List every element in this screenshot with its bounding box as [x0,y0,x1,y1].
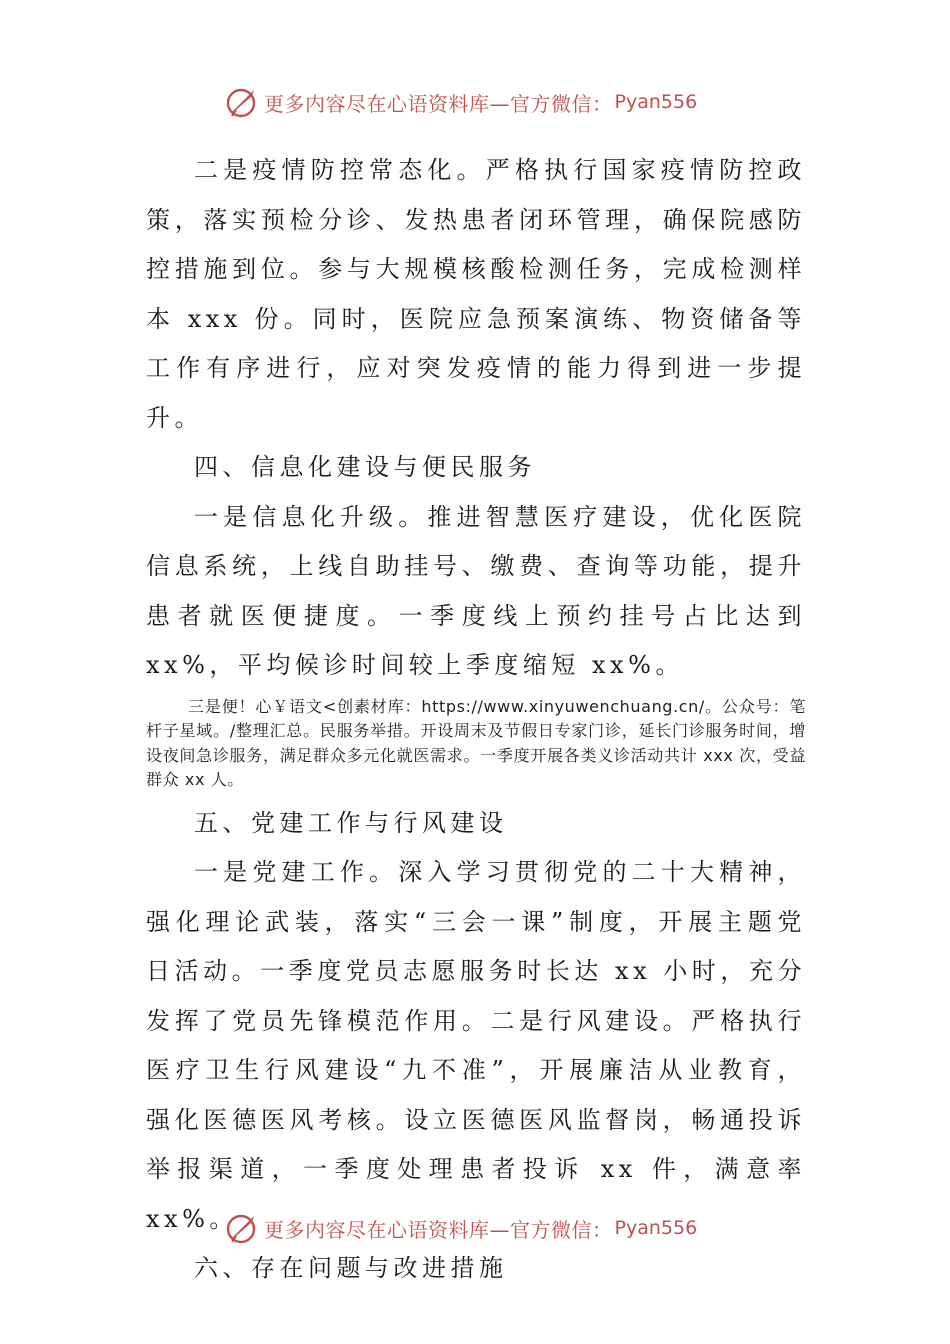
header-banner [224,82,744,122]
section-heading-6: 六、存在问题与改进措施 [194,1254,508,1283]
section-heading-4: 四、信息化建设与便民服务 [194,453,536,481]
section-heading-5: 五、党建工作与行风建设 [194,808,508,837]
paragraph-informatization: 一是信息化升级。推进智慧医疗建设，优化医院信息系统，上线自助挂号、缴费、查询等功能，提升患者就医便捷度。一季度线上预约挂号占比达到 xx%，平均候诊时间较上季度缩短 xx%。 [146,502,806,679]
paragraph-epidemic-control: 二是疫情防控常态化。严格执行国家疫情防控政策，落实预检分诊、发热患者闭环管理，确保院感防控措施到位。参与大规模核酸检测任务，完成检测样本 xxx 份。同时，医院应急预案演练、物资储备等工作有序进行，应对突发疫情的能力得到进一步提升。 [146,156,806,432]
banner-wechat-id: Pyan556 [614,91,698,113]
banner-wechat-id: Pyan556 [614,1217,698,1239]
paragraph-party-building: 一是党建工作。深入学习贯彻党的二十大精神，强化理论武装，落实“三会一课”制度，开展主题党日活动。一季度党员志愿服务时长达 xx 小时，充分发挥了党员先锋模范作用。二是行风建设。严格执行医疗卫生行风建设“九不准”，开展廉洁从业教育，强化医德医风考核。设立医德医风监督岗，畅通投诉举报渠道，一季度处理患者投诉 xx 件，满意率 xx%。 [146,858,806,1233]
banner-text: 更多内容尽在心语资料库—官方微信： [264,1217,613,1242]
document-body [146,146,806,1294]
quill-logo-icon [224,84,260,120]
banner-text: 更多内容尽在心语资料库—官方微信： [264,91,613,116]
quill-logo-icon [224,1210,260,1246]
footer-banner [224,1208,744,1248]
paragraph-convenience-services: 三是便！心￥语文<创素材库：https://www.xinyuwenchuang.cn/。公众号：笔杆子星域。/整理汇总。民服务举措。开设周末及节假日专家门诊，延长门诊服务时间，增设夜间急诊服务，满足群众多元化就医需求。一季度开展各类义诊活动共计 xxx 次，受益群众 xx 人。 [146,696,806,790]
